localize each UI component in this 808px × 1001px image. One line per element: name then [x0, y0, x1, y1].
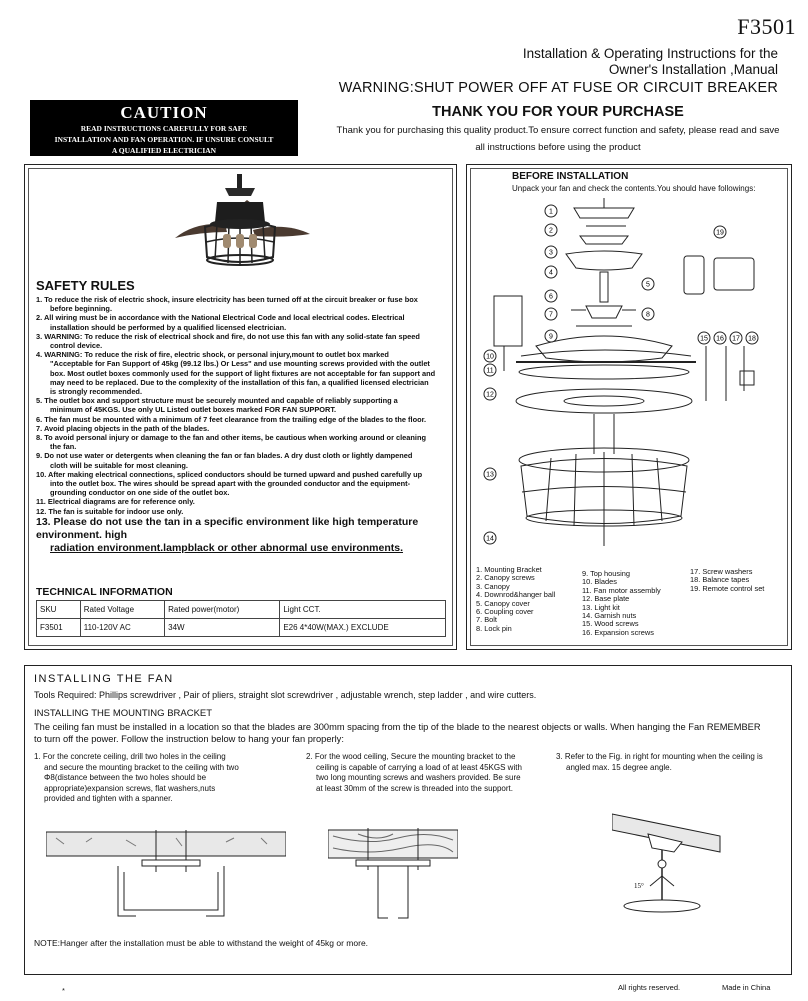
rule-line: cloth will be suitable for most cleaning.	[50, 460, 188, 470]
rule-line: minimum of 45KGS. Use only UL Listed outlet boxes marked FOR FAN SUPPORT.	[50, 405, 337, 415]
table-header: Light CCT.	[280, 601, 446, 619]
parts-column-1	[476, 566, 555, 633]
callout-label: 16	[716, 335, 724, 343]
rule-line: box. Most outlet boxes commonly used for the support of light fixtures are not acceptable for fan support and	[50, 368, 436, 378]
step-1-line: provided and tighten with a spanner.	[44, 794, 173, 803]
step-2-line: 2. For the wood ceiling, Secure the mounting bracket to the	[306, 752, 516, 761]
rule-line: 10. After making electrical connections, spliced conductors should be turned upward and pushed carefully up	[36, 469, 423, 479]
callout-label: 6	[549, 293, 553, 301]
callout-label: 18	[748, 335, 756, 343]
tech-info-table	[36, 600, 446, 637]
part-item: 12. Base plate	[582, 594, 630, 604]
fan-product-image	[165, 172, 315, 272]
rule-line: is strongly recommended.	[50, 387, 142, 397]
table-header: SKU	[37, 601, 81, 619]
rule-line: the fan.	[50, 442, 77, 452]
table-cell: E26 4*40W(MAX.) EXCLUDE	[280, 619, 446, 637]
step-1-line: appropriate)expansion screws, flat washers,nuts	[44, 783, 216, 793]
callout-label: 7	[549, 311, 553, 319]
safety-rules-title: SAFETY RULES	[36, 278, 135, 293]
footer-rights: All rights reserved.	[618, 983, 681, 992]
rule-line: "Acceptable for Fan Support of 45kg (99.12 lbs.) Or Less" and use mounting screws provided with the outlet	[50, 359, 430, 369]
step-3-line: 3. Refer to the Fig. in right for mounting when the ceiling is	[556, 752, 763, 761]
step-1-line: and secure the mounting bracket to the ceiling with two	[44, 762, 239, 772]
table-cell: 34W	[165, 619, 280, 637]
part-item: 19. Remote control set	[690, 583, 765, 593]
tools-required: Tools Required: Phillips screwdriver , Pair of pliers, straight slot screwdriver , adjustable wrench, step ladder , and wire cutters.	[34, 690, 537, 700]
parts-column-2	[582, 570, 661, 637]
part-item: 4. Downrod&hanger ball	[476, 590, 556, 600]
table-cell: F3501	[37, 619, 81, 637]
part-item: 16. Expansion screws	[582, 627, 654, 637]
callout-label: 3	[549, 249, 553, 257]
caution-line-2: INSTALLATION AND FAN OPERATION. IF UNSURE CONSULT	[54, 135, 274, 144]
step-3-line: angled max. 15 degree angle.	[566, 762, 672, 772]
rule-line: 9. Do not use water or detergents when cleaning the fan or fan blades. A dry dust cloth or lightly dampened	[36, 451, 413, 461]
step-1	[34, 752, 284, 805]
step-3	[556, 752, 786, 773]
mounting-bracket-title: INSTALLING THE MOUNTING BRACKET	[34, 708, 213, 719]
table-header: Rated power(motor)	[165, 601, 280, 619]
table-row	[37, 619, 446, 637]
thank-you-line-2: all instructions before using the product	[475, 142, 641, 153]
wood-ceiling-figure	[328, 826, 458, 926]
callout-label: 8	[646, 311, 650, 319]
caution-banner	[30, 100, 298, 156]
mounting-bracket-text	[34, 721, 786, 745]
step-1-line: 1. For the concrete ceiling, drill two holes in the ceiling	[34, 752, 226, 761]
install-note: NOTE:Hanger after the installation must be able to withstand the weight of 45kg or more.	[34, 938, 369, 948]
rule-line: may need to be replaced. Due to the complexity of the installation of this fan, a qualified licensed electrician	[50, 377, 429, 387]
callout-label: 5	[646, 281, 650, 289]
part-item: 10. Blades	[582, 577, 617, 587]
mounting-text-line-2: to turn off the power. Follow the instruction below to hang your fan properly:	[34, 734, 344, 744]
caution-title: CAUTION	[120, 103, 208, 122]
footer-made-in: Made in China	[722, 983, 771, 992]
part-item: 2. Canopy screws	[476, 573, 535, 583]
callout-label: 11	[486, 367, 494, 375]
rule-13-line-2: radiation environment.lampblack or other abnormal use environments.	[50, 541, 403, 554]
callout-label: 13	[486, 471, 494, 479]
parts-column-3	[690, 568, 764, 593]
header-warning: WARNING:SHUT POWER OFF AT FUSE OR CIRCUIT BREAKER	[338, 80, 778, 96]
table-header-row	[37, 601, 446, 619]
part-item: 9. Top housing	[582, 569, 630, 578]
angle-label: 15°	[634, 882, 644, 890]
caution-line-1: READ INSTRUCTIONS CAREFULLY FOR SAFE	[80, 124, 248, 133]
part-item: 7. Bolt	[476, 615, 497, 625]
part-item: 13. Light kit	[582, 602, 620, 612]
part-item: 17. Screw washers	[690, 567, 753, 576]
rule-line: 4. WARNING: To reduce the risk of fire, electric shock, or personal injury,mount to outlet box marked	[36, 350, 389, 360]
callout-label: 9	[549, 333, 553, 341]
callout-label: 10	[486, 353, 494, 361]
part-item: 3. Canopy	[476, 581, 510, 591]
part-item: 1. Mounting Bracket	[476, 565, 542, 574]
callout-label: 17	[732, 335, 740, 343]
step-2-line: ceiling is capable of carrying a load of at least 45KGS with	[316, 762, 522, 772]
mounting-text-line-1: The ceiling fan must be installed in a location so that the blades are 300mm spacing from the tip of the blade to the nearest objects or walls. When hanging the Fan REMEMBER	[34, 722, 761, 732]
rule-line: control device.	[50, 341, 103, 351]
part-item: 6. Coupling cover	[476, 607, 534, 617]
part-item: 5. Canopy cover	[476, 598, 530, 608]
rule-line: 12. The fan is suitable for indoor use only.	[36, 506, 184, 516]
model-number: F3501	[737, 14, 796, 39]
rule-line: 5. The outlet box and support structure must be securely mounted and capable of reliably supporting a	[36, 396, 398, 406]
header-line-1: Installation & Operating Instructions for the	[522, 46, 778, 61]
rule-line: before beginning.	[50, 304, 112, 314]
table-header: Rated Voltage	[80, 601, 164, 619]
thank-you-line-1: Thank you for purchasing this quality product.To ensure correct function and safety, please read and save	[336, 125, 780, 136]
rule-line: 3. WARNING: To reduce the risk of electrical shock and fire, do not use this fan with any solid-state fan speed	[36, 331, 420, 341]
callout-label: 14	[486, 535, 494, 543]
rule-line: 1. To reduce the risk of electric shock, insure electricity has been turned off at the circuit breaker or fuse box	[36, 295, 418, 304]
part-item: 8. Lock pin	[476, 623, 512, 633]
callout-label: 1	[549, 208, 553, 216]
callout-label: 15	[700, 335, 708, 343]
callout-label: 4	[549, 269, 553, 277]
step-2-line: two long mounting screws and washers provided. Be sure	[316, 773, 521, 782]
rule-line: installation should be performed by a qualified licensed electrician.	[50, 322, 287, 332]
header-line-2: Owner's Installation ,Manual	[608, 62, 778, 77]
angled-ceiling-figure	[612, 806, 722, 916]
exploded-parts-diagram	[476, 196, 786, 556]
rule-line: 11. Electrical diagrams are for reference only.	[36, 497, 195, 507]
part-item: 15. Wood screws	[582, 619, 639, 629]
rule-line: 8. To avoid personal injury or damage to the fan and other items, be cautious when working around or cleaning	[36, 433, 426, 443]
before-installation-subtitle: Unpack your fan and check the contents.You should have followings:	[512, 184, 756, 193]
thank-you-section	[318, 104, 798, 154]
rule-line: 2. All wiring must be in accordance with the National Electrical Code and local electrical codes. Electrical	[36, 313, 405, 323]
rule-line: 6. The fan must be mounted with a minimum of 7 feet clearance from the trailing edge of the blades to the floor.	[36, 414, 427, 424]
callout-label: 19	[716, 229, 724, 237]
installing-title: INSTALLING THE FAN	[34, 673, 174, 685]
safety-rules-list	[36, 295, 454, 555]
step-2	[306, 752, 546, 794]
thank-you-title: THANK YOU FOR YOUR PURCHASE	[432, 104, 684, 120]
step-1-line: Φ8(distance between the two holes should be	[44, 773, 207, 782]
rule-line: into the outlet box. The wires should be spread apart with the grounded conductor and the equipment-	[50, 479, 411, 489]
callout-label: 2	[549, 227, 553, 235]
tech-info-title: TECHNICAL INFORMATION	[36, 586, 173, 598]
callout-label: 12	[486, 391, 494, 399]
rule-line: 7. Avoid placing objects in the path of the blades.	[36, 423, 210, 433]
before-installation-title: BEFORE INSTALLATION	[512, 171, 629, 182]
rule-13-line-1: 13. Please do not use the tan in a specific environment like high temperature environment. high	[36, 515, 419, 541]
rule-line: grounding conductor on one side of the outlet box.	[50, 488, 230, 498]
concrete-ceiling-figure	[46, 826, 286, 926]
part-item: 18. Balance tapes	[690, 575, 750, 585]
part-item: 14. Garnish nuts	[582, 611, 637, 621]
part-item: 11. Fan motor assembly	[582, 585, 661, 595]
table-cell: 110-120V AC	[80, 619, 164, 637]
step-2-line: at least 30mm of the screw is threaded into the support.	[316, 783, 513, 793]
caution-line-3: A QUALIFIED ELECTRICIAN	[111, 146, 217, 155]
footer-mark: *	[62, 986, 65, 995]
